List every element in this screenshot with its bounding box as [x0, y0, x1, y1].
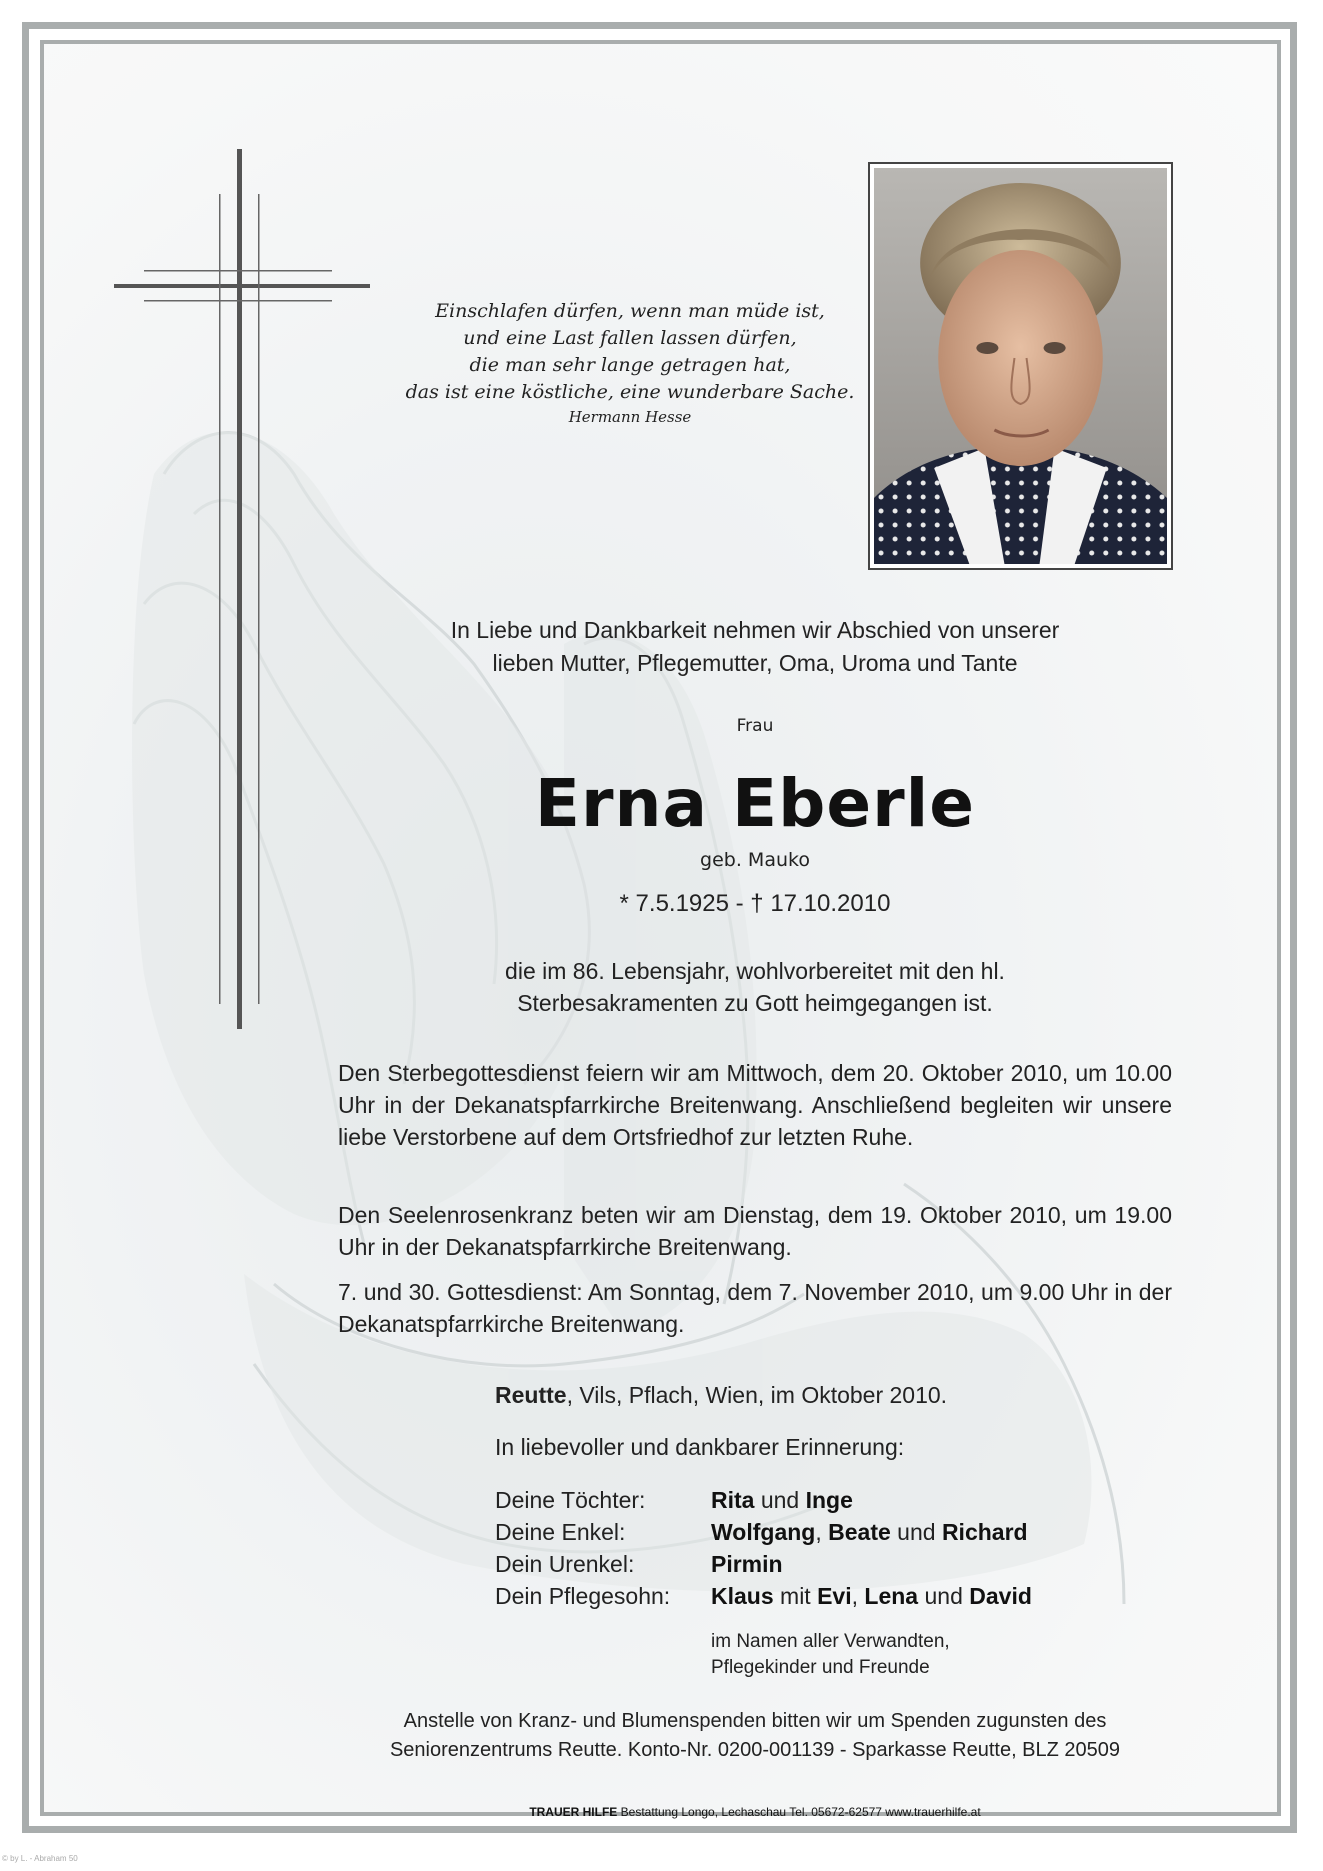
- family-names: [711, 1519, 1028, 1546]
- on-behalf-text: [711, 1629, 1131, 1681]
- family-connector: ,: [815, 1518, 829, 1545]
- family-connector: mit: [773, 1582, 818, 1609]
- footer-text: Bestattung Longo, Lechaschau Tel. 05672-62577 www.trauerhilfe.at: [617, 1805, 981, 1819]
- poem: [400, 298, 860, 406]
- behalf-line: im Namen aller Verwandten,: [711, 1631, 950, 1652]
- rosary-paragraph: Den Seelenrosenkranz beten wir am Dienstag, dem 19. Oktober 2010, um 19.00 Uhr in der Dekanatspfarrkirche Breitenwang.: [338, 1202, 1172, 1260]
- poem-line: das ist eine köstliche, eine wunderbare Sache.: [405, 381, 855, 403]
- family-names: [711, 1551, 783, 1578]
- deceased-name: Erna Eberle: [534, 765, 976, 842]
- donation-line: Seniorenzentrums Reutte. Konto-Nr. 0200-001139 - Sparkasse Reutte, BLZ 20509: [389, 1739, 1121, 1761]
- passing-text: [400, 955, 1110, 1019]
- poem-author: Hermann Hesse: [568, 408, 692, 426]
- family-member-name: Richard: [941, 1518, 1028, 1545]
- family-member-name: Rita: [711, 1486, 755, 1513]
- poem-line: die man sehr lange getragen hat,: [469, 354, 791, 376]
- salutation: Frau: [736, 716, 774, 736]
- family-row: [495, 1516, 1175, 1548]
- place-date: [495, 1382, 1155, 1409]
- family-relation: Dein Urenkel:: [495, 1550, 635, 1577]
- family-relation: Dein Pflegesohn:: [495, 1582, 671, 1609]
- family-connector: und: [918, 1582, 970, 1609]
- behalf-line: Pflegekinder und Freunde: [711, 1657, 930, 1678]
- family-member-name: Pirmin: [711, 1550, 783, 1577]
- family-names: [711, 1487, 853, 1514]
- portrait-frame: [868, 162, 1173, 570]
- family-member-name: Inge: [805, 1486, 853, 1513]
- portrait-photo: [874, 168, 1167, 564]
- family-member-name: Beate: [828, 1518, 891, 1545]
- copyright-note: © by L. - Abraham 50: [2, 1854, 78, 1863]
- intro-text: [370, 614, 1140, 680]
- funeral-home-footer: [370, 1805, 1140, 1819]
- footer-brand: TRAUER HILFE: [529, 1805, 618, 1819]
- family-list: [495, 1484, 1175, 1612]
- funeral-service-paragraph: Den Sterbegottesdienst feiern wir am Mittwoch, dem 20. Oktober 2010, um 10.00 Uhr in der Dekanatspfarrkirche Breitenwang. Anschließend begleiten wir unsere liebe Verstorbene auf dem Ortsfriedhof zur letzten Ruhe.: [338, 1060, 1172, 1150]
- poem-line: und eine Last fallen lassen dürfen,: [463, 327, 797, 349]
- birth-name: geb. Mauko: [700, 849, 810, 871]
- donation-note: [330, 1707, 1180, 1765]
- donation-line: Anstelle von Kranz- und Blumenspenden bitten wir um Spenden zugunsten des: [403, 1710, 1107, 1732]
- family-row: [495, 1580, 1175, 1612]
- family-member-name: David: [969, 1582, 1032, 1609]
- place-town: Reutte: [495, 1382, 567, 1408]
- place-rest: , Vils, Pflach, Wien, im Oktober 2010.: [566, 1382, 948, 1408]
- remembrance-line: In liebevoller und dankbarer Erinnerung:: [495, 1434, 905, 1460]
- passing-line: Sterbesakramenten zu Gott heimgegangen ist.: [517, 990, 993, 1016]
- family-relation: Deine Töchter:: [495, 1486, 646, 1513]
- intro-line: In Liebe und Dankbarkeit nehmen wir Abschied von unserer: [450, 617, 1060, 643]
- life-dates: * 7.5.1925 - † 17.10.2010: [619, 890, 891, 917]
- family-connector: und: [754, 1486, 806, 1513]
- family-row: [495, 1484, 1175, 1516]
- family-connector: und: [890, 1518, 942, 1545]
- family-names: [711, 1583, 1032, 1610]
- poem-line: Einschlafen dürfen, wenn man müde ist,: [435, 300, 825, 322]
- family-member-name: Evi: [817, 1582, 852, 1609]
- family-member-name: Klaus: [711, 1582, 774, 1609]
- intro-line: lieben Mutter, Pflegemutter, Oma, Uroma und Tante: [492, 650, 1018, 676]
- family-member-name: Lena: [864, 1582, 919, 1609]
- family-member-name: Wolfgang: [711, 1518, 816, 1545]
- memorial-mass-paragraph: 7. und 30. Gottesdienst: Am Sonntag, dem 7. November 2010, um 9.00 Uhr in der Dekanatspfarrkirche Breitenwang.: [338, 1279, 1172, 1337]
- family-relation: Deine Enkel:: [495, 1518, 626, 1545]
- family-connector: ,: [851, 1582, 865, 1609]
- family-row: [495, 1548, 1175, 1580]
- passing-line: die im 86. Lebensjahr, wohlvorbereitet mit den hl.: [505, 958, 1005, 984]
